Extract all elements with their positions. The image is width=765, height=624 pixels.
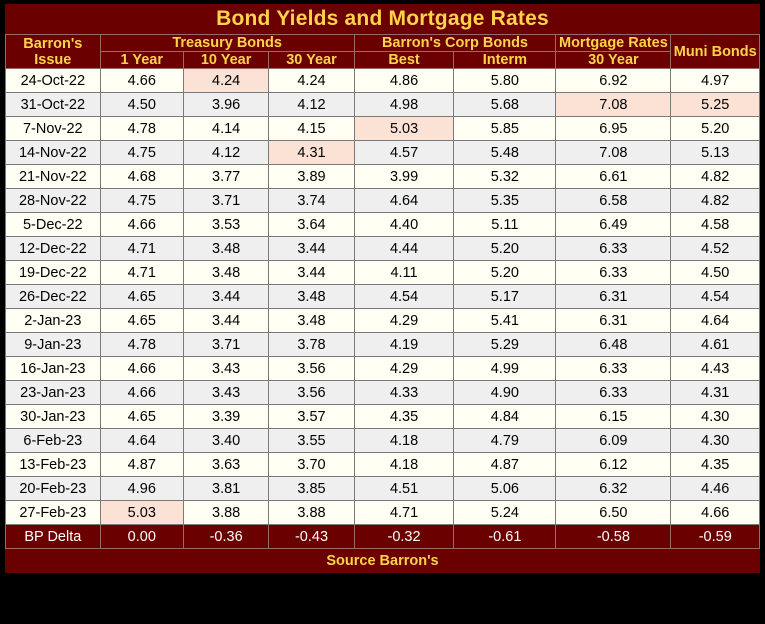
cell-value: 5.48 xyxy=(454,141,556,165)
cell-value: 6.49 xyxy=(556,213,671,237)
table-row xyxy=(6,117,760,141)
cell-value: 3.53 xyxy=(183,213,268,237)
cell-value: 4.31 xyxy=(269,141,354,165)
row-date: 28-Nov-22 xyxy=(6,189,101,213)
cell-value: 6.50 xyxy=(556,501,671,525)
cell-value: 3.71 xyxy=(183,333,268,357)
bond-yields-table xyxy=(5,34,760,549)
cell-value: 5.80 xyxy=(454,69,556,93)
header-treasury-1y: 1 Year xyxy=(100,52,183,69)
cell-value: 4.64 xyxy=(354,189,454,213)
row-date: 31-Oct-22 xyxy=(6,93,101,117)
cell-value: 4.35 xyxy=(671,453,760,477)
cell-value: 3.71 xyxy=(183,189,268,213)
header-sub-row xyxy=(6,52,760,69)
cell-value: 4.46 xyxy=(671,477,760,501)
cell-value: 5.20 xyxy=(454,237,556,261)
cell-value: 5.03 xyxy=(100,501,183,525)
cell-value: 3.99 xyxy=(354,165,454,189)
cell-value: 5.20 xyxy=(454,261,556,285)
cell-value: 4.64 xyxy=(671,309,760,333)
delta-label: BP Delta xyxy=(6,525,101,549)
cell-value: 4.12 xyxy=(269,93,354,117)
table-row xyxy=(6,261,760,285)
table-row xyxy=(6,501,760,525)
cell-value: 3.43 xyxy=(183,357,268,381)
cell-value: 4.52 xyxy=(671,237,760,261)
cell-value: 5.35 xyxy=(454,189,556,213)
table-row xyxy=(6,381,760,405)
cell-value: 4.87 xyxy=(454,453,556,477)
table-row xyxy=(6,477,760,501)
cell-value: 3.77 xyxy=(183,165,268,189)
cell-value: 4.66 xyxy=(100,357,183,381)
cell-value: 6.31 xyxy=(556,309,671,333)
row-date: 26-Dec-22 xyxy=(6,285,101,309)
cell-value: 7.08 xyxy=(556,93,671,117)
cell-value: 3.56 xyxy=(269,381,354,405)
cell-value: 4.12 xyxy=(183,141,268,165)
cell-value: 3.88 xyxy=(183,501,268,525)
cell-value: 3.44 xyxy=(269,237,354,261)
cell-value: 4.24 xyxy=(269,69,354,93)
cell-value: 5.06 xyxy=(454,477,556,501)
header-treasury-30y: 30 Year xyxy=(269,52,354,69)
cell-value: 4.51 xyxy=(354,477,454,501)
table-row xyxy=(6,213,760,237)
cell-value: 4.61 xyxy=(671,333,760,357)
row-date: 9-Jan-23 xyxy=(6,333,101,357)
cell-value: 3.74 xyxy=(269,189,354,213)
delta-row xyxy=(6,525,760,549)
cell-value: 4.31 xyxy=(671,381,760,405)
cell-value: 4.44 xyxy=(354,237,454,261)
cell-value: 6.09 xyxy=(556,429,671,453)
header-corp-best: Best xyxy=(354,52,454,69)
cell-value: 6.33 xyxy=(556,381,671,405)
row-date: 27-Feb-23 xyxy=(6,501,101,525)
table-row xyxy=(6,93,760,117)
delta-value: -0.58 xyxy=(556,525,671,549)
cell-value: 3.57 xyxy=(269,405,354,429)
cell-value: 3.85 xyxy=(269,477,354,501)
cell-value: 5.41 xyxy=(454,309,556,333)
table-row xyxy=(6,165,760,189)
row-date: 13-Feb-23 xyxy=(6,453,101,477)
cell-value: 6.33 xyxy=(556,237,671,261)
cell-value: 4.11 xyxy=(354,261,454,285)
table-row xyxy=(6,141,760,165)
cell-value: 3.44 xyxy=(183,309,268,333)
delta-value: -0.36 xyxy=(183,525,268,549)
cell-value: 4.24 xyxy=(183,69,268,93)
cell-value: 4.43 xyxy=(671,357,760,381)
table-row xyxy=(6,237,760,261)
cell-value: 6.33 xyxy=(556,357,671,381)
cell-value: 4.30 xyxy=(671,429,760,453)
row-date: 23-Jan-23 xyxy=(6,381,101,405)
cell-value: 4.54 xyxy=(354,285,454,309)
cell-value: 3.44 xyxy=(183,285,268,309)
cell-value: 6.15 xyxy=(556,405,671,429)
row-date: 30-Jan-23 xyxy=(6,405,101,429)
cell-value: 4.50 xyxy=(671,261,760,285)
cell-value: 4.79 xyxy=(454,429,556,453)
cell-value: 4.65 xyxy=(100,285,183,309)
header-issue: Barron's Issue xyxy=(6,35,101,69)
cell-value: 4.58 xyxy=(671,213,760,237)
cell-value: 5.20 xyxy=(671,117,760,141)
row-date: 21-Nov-22 xyxy=(6,165,101,189)
cell-value: 4.64 xyxy=(100,429,183,453)
table-row xyxy=(6,69,760,93)
cell-value: 4.30 xyxy=(671,405,760,429)
cell-value: 3.63 xyxy=(183,453,268,477)
cell-value: 4.68 xyxy=(100,165,183,189)
table-row xyxy=(6,357,760,381)
cell-value: 5.13 xyxy=(671,141,760,165)
table-row xyxy=(6,453,760,477)
cell-value: 3.48 xyxy=(269,309,354,333)
cell-value: 6.12 xyxy=(556,453,671,477)
cell-value: 4.15 xyxy=(269,117,354,141)
cell-value: 4.97 xyxy=(671,69,760,93)
cell-value: 4.18 xyxy=(354,429,454,453)
cell-value: 3.89 xyxy=(269,165,354,189)
cell-value: 4.87 xyxy=(100,453,183,477)
cell-value: 4.66 xyxy=(100,213,183,237)
cell-value: 4.78 xyxy=(100,333,183,357)
cell-value: 5.24 xyxy=(454,501,556,525)
table-row xyxy=(6,285,760,309)
cell-value: 5.85 xyxy=(454,117,556,141)
cell-value: 5.25 xyxy=(671,93,760,117)
delta-value: -0.61 xyxy=(454,525,556,549)
cell-value: 4.96 xyxy=(100,477,183,501)
cell-value: 7.08 xyxy=(556,141,671,165)
row-date: 19-Dec-22 xyxy=(6,261,101,285)
cell-value: 3.48 xyxy=(183,261,268,285)
header-group-corp: Barron's Corp Bonds xyxy=(354,35,556,52)
cell-value: 3.81 xyxy=(183,477,268,501)
cell-value: 4.75 xyxy=(100,189,183,213)
cell-value: 3.88 xyxy=(269,501,354,525)
source-footer: Source Barron's xyxy=(5,549,760,573)
cell-value: 5.68 xyxy=(454,93,556,117)
cell-value: 4.78 xyxy=(100,117,183,141)
header-group-treasury: Treasury Bonds xyxy=(100,35,354,52)
cell-value: 3.48 xyxy=(269,285,354,309)
cell-value: 4.33 xyxy=(354,381,454,405)
header-group-row xyxy=(6,35,760,52)
cell-value: 4.82 xyxy=(671,189,760,213)
cell-value: 5.03 xyxy=(354,117,454,141)
cell-value: 6.32 xyxy=(556,477,671,501)
header-treasury-10y: 10 Year xyxy=(183,52,268,69)
table-header xyxy=(6,35,760,69)
cell-value: 4.71 xyxy=(100,261,183,285)
cell-value: 3.78 xyxy=(269,333,354,357)
header-mortgage-30y: 30 Year xyxy=(556,52,671,69)
cell-value: 4.90 xyxy=(454,381,556,405)
cell-value: 5.11 xyxy=(454,213,556,237)
table-body xyxy=(6,69,760,549)
cell-value: 4.86 xyxy=(354,69,454,93)
cell-value: 4.50 xyxy=(100,93,183,117)
cell-value: 3.44 xyxy=(269,261,354,285)
cell-value: 5.17 xyxy=(454,285,556,309)
cell-value: 3.55 xyxy=(269,429,354,453)
cell-value: 6.58 xyxy=(556,189,671,213)
row-date: 12-Dec-22 xyxy=(6,237,101,261)
cell-value: 6.31 xyxy=(556,285,671,309)
cell-value: 4.82 xyxy=(671,165,760,189)
delta-value: -0.43 xyxy=(269,525,354,549)
cell-value: 3.56 xyxy=(269,357,354,381)
cell-value: 4.71 xyxy=(354,501,454,525)
cell-value: 6.92 xyxy=(556,69,671,93)
cell-value: 4.66 xyxy=(100,381,183,405)
row-date: 5-Dec-22 xyxy=(6,213,101,237)
cell-value: 4.19 xyxy=(354,333,454,357)
cell-value: 3.64 xyxy=(269,213,354,237)
table-row xyxy=(6,189,760,213)
header-group-muni: Muni Bonds xyxy=(671,35,760,69)
cell-value: 4.40 xyxy=(354,213,454,237)
row-date: 2-Jan-23 xyxy=(6,309,101,333)
cell-value: 4.57 xyxy=(354,141,454,165)
cell-value: 4.54 xyxy=(671,285,760,309)
table-row xyxy=(6,333,760,357)
cell-value: 4.35 xyxy=(354,405,454,429)
cell-value: 4.29 xyxy=(354,357,454,381)
cell-value: 4.65 xyxy=(100,405,183,429)
cell-value: 3.96 xyxy=(183,93,268,117)
row-date: 14-Nov-22 xyxy=(6,141,101,165)
cell-value: 5.29 xyxy=(454,333,556,357)
row-date: 16-Jan-23 xyxy=(6,357,101,381)
cell-value: 4.84 xyxy=(454,405,556,429)
table-row xyxy=(6,309,760,333)
cell-value: 4.66 xyxy=(671,501,760,525)
delta-value: -0.32 xyxy=(354,525,454,549)
cell-value: 6.48 xyxy=(556,333,671,357)
page-title: Bond Yields and Mortgage Rates xyxy=(5,4,760,34)
header-group-mortgage: Mortgage Rates xyxy=(556,35,671,52)
cell-value: 3.48 xyxy=(183,237,268,261)
row-date: 6-Feb-23 xyxy=(6,429,101,453)
cell-value: 6.95 xyxy=(556,117,671,141)
cell-value: 4.99 xyxy=(454,357,556,381)
cell-value: 3.43 xyxy=(183,381,268,405)
cell-value: 6.33 xyxy=(556,261,671,285)
delta-value: -0.59 xyxy=(671,525,760,549)
cell-value: 4.14 xyxy=(183,117,268,141)
cell-value: 4.66 xyxy=(100,69,183,93)
table-row xyxy=(6,405,760,429)
row-date: 7-Nov-22 xyxy=(6,117,101,141)
cell-value: 4.75 xyxy=(100,141,183,165)
cell-value: 6.61 xyxy=(556,165,671,189)
cell-value: 4.18 xyxy=(354,453,454,477)
header-corp-interm: Interm xyxy=(454,52,556,69)
cell-value: 3.40 xyxy=(183,429,268,453)
cell-value: 3.39 xyxy=(183,405,268,429)
cell-value: 5.32 xyxy=(454,165,556,189)
cell-value: 4.71 xyxy=(100,237,183,261)
cell-value: 4.29 xyxy=(354,309,454,333)
delta-value: 0.00 xyxy=(100,525,183,549)
cell-value: 3.70 xyxy=(269,453,354,477)
cell-value: 4.98 xyxy=(354,93,454,117)
table-row xyxy=(6,429,760,453)
row-date: 20-Feb-23 xyxy=(6,477,101,501)
row-date: 24-Oct-22 xyxy=(6,69,101,93)
cell-value: 4.65 xyxy=(100,309,183,333)
